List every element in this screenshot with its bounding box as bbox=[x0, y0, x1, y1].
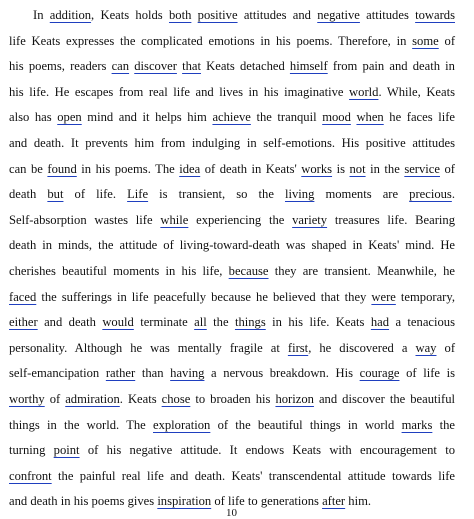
text-run: death bbox=[9, 187, 48, 202]
underlined-word: not bbox=[349, 161, 366, 176]
underlined-word: some bbox=[412, 33, 439, 48]
underlined-word: faced bbox=[9, 289, 37, 304]
text-line bbox=[9, 54, 455, 80]
underlined-word: while bbox=[160, 212, 189, 227]
text-line bbox=[9, 29, 455, 55]
underlined-word: were bbox=[371, 289, 396, 304]
underlined-word: when bbox=[356, 110, 384, 125]
text-line bbox=[9, 336, 455, 362]
text-line bbox=[9, 259, 455, 285]
text-run: from pain and death in bbox=[327, 59, 455, 74]
text-line bbox=[9, 310, 455, 336]
underlined-word: negative bbox=[317, 8, 360, 22]
underlined-word: service bbox=[404, 161, 440, 176]
text-run: of bbox=[438, 33, 456, 48]
underlined-word: Life bbox=[127, 187, 149, 202]
text-run: Keats detached bbox=[200, 59, 290, 74]
underlined-word: courage bbox=[359, 366, 400, 381]
text-run: in his life. Keats bbox=[265, 315, 371, 330]
underlined-word: idea bbox=[179, 161, 201, 176]
underlined-word: marks bbox=[401, 417, 433, 432]
underlined-word: discover bbox=[134, 59, 177, 74]
text-line bbox=[9, 131, 455, 157]
text-run: and death bbox=[37, 315, 103, 330]
text-run: things in the world. The bbox=[9, 417, 153, 432]
text-run: mind and it helps him bbox=[81, 110, 213, 125]
underlined-word: either bbox=[9, 315, 38, 330]
text-run: of life. bbox=[63, 187, 128, 202]
underlined-word: achieve bbox=[212, 110, 251, 125]
underlined-word: mood bbox=[322, 110, 351, 125]
text-run: moments are bbox=[314, 187, 410, 202]
text-run: Self-absorption wastes life bbox=[9, 212, 161, 227]
text-line bbox=[9, 3, 455, 29]
text-line bbox=[9, 285, 455, 311]
text-run: personality. Although he was mentally fragile at bbox=[9, 340, 288, 355]
underlined-word: towards bbox=[415, 8, 455, 22]
text-run: the tranquil bbox=[250, 110, 323, 125]
text-run: of the beautiful things in world bbox=[210, 417, 402, 432]
underlined-word: that bbox=[182, 59, 201, 74]
underlined-word: point bbox=[53, 443, 80, 458]
text-line bbox=[9, 157, 455, 183]
underlined-word: confront bbox=[9, 468, 52, 483]
text-run: of death in Keats' bbox=[200, 161, 302, 176]
text-run: of bbox=[44, 391, 66, 406]
underlined-word: having bbox=[170, 366, 205, 381]
text-run: can be bbox=[9, 161, 48, 176]
underlined-word: both bbox=[168, 8, 192, 22]
underlined-word: way bbox=[415, 340, 437, 355]
underlined-word: horizon bbox=[275, 391, 314, 406]
underlined-word: positive bbox=[197, 8, 238, 22]
text-run: , Keats holds bbox=[91, 8, 169, 22]
underlined-word: precious bbox=[409, 187, 452, 202]
underlined-word: can bbox=[111, 59, 130, 74]
underlined-word: had bbox=[370, 315, 390, 330]
text-run: they are transient. Meanwhile, he bbox=[268, 263, 455, 278]
text-run: the bbox=[206, 315, 235, 330]
text-line bbox=[9, 464, 455, 490]
underlined-word: things bbox=[234, 315, 266, 330]
underlined-word: would bbox=[102, 315, 134, 330]
text-run: to broaden his bbox=[190, 391, 276, 406]
underlined-word: inspiration bbox=[157, 494, 212, 509]
document-body bbox=[9, 3, 455, 515]
text-line bbox=[9, 413, 455, 439]
text-run: him. bbox=[345, 494, 372, 509]
text-line bbox=[9, 182, 455, 208]
text-run: his poems, readers bbox=[9, 59, 112, 74]
underlined-word: living bbox=[284, 187, 315, 202]
text-run: the painful real life and death. Keats' transcendental attitude towards life bbox=[51, 468, 455, 483]
text-run: of his negative attitude. It endows Keats with encouragement to bbox=[79, 443, 455, 458]
text-run: self-emancipation bbox=[9, 366, 106, 381]
text-run: the sufferings in life peacefully because he believed that they bbox=[36, 289, 372, 304]
page-number: 10 bbox=[226, 507, 237, 519]
text-run: experiencing the bbox=[188, 212, 293, 227]
underlined-word: addition bbox=[49, 8, 92, 22]
text-run: in the bbox=[365, 161, 405, 176]
text-line bbox=[9, 387, 455, 413]
underlined-word: exploration bbox=[153, 417, 211, 432]
text-run: cherishes beautiful moments in his life, bbox=[9, 263, 229, 278]
text-run: than bbox=[135, 366, 171, 381]
text-run: terminate bbox=[133, 315, 195, 330]
text-run: . While, Keats bbox=[378, 84, 455, 99]
text-run: his life. He escapes from real life and lives in his imaginative bbox=[9, 84, 350, 99]
underlined-word: all bbox=[194, 315, 207, 330]
underlined-word: rather bbox=[105, 366, 136, 381]
underlined-word: admiration bbox=[65, 391, 120, 406]
text-run: a tenacious bbox=[389, 315, 455, 330]
underlined-word: himself bbox=[289, 59, 328, 74]
text-run: of life is bbox=[399, 366, 456, 381]
text-line bbox=[9, 233, 455, 259]
text-line bbox=[9, 361, 455, 387]
text-run: of bbox=[439, 161, 455, 176]
underlined-word: first bbox=[287, 340, 309, 355]
text-run: temporary, bbox=[395, 289, 455, 304]
text-run: . Keats bbox=[119, 391, 162, 406]
text-run: In bbox=[33, 8, 50, 22]
text-run: the bbox=[432, 417, 455, 432]
text-run: and death. It prevents him from indulging in self-emotions. His positive attitudes bbox=[9, 135, 455, 150]
text-line bbox=[9, 105, 455, 131]
text-line bbox=[9, 80, 455, 106]
underlined-word: chose bbox=[161, 391, 191, 406]
underlined-word: worthy bbox=[9, 391, 45, 406]
text-run: attitudes and bbox=[237, 8, 318, 22]
text-run: also has bbox=[9, 110, 58, 125]
underlined-word: but bbox=[47, 187, 64, 202]
text-run: , he discovered a bbox=[308, 340, 416, 355]
underlined-word: works bbox=[301, 161, 333, 176]
underlined-word: after bbox=[322, 494, 346, 509]
underlined-word: open bbox=[57, 110, 82, 125]
text-run: treasures life. Bearing bbox=[327, 212, 455, 227]
underlined-word: variety bbox=[292, 212, 328, 227]
underlined-word: found bbox=[47, 161, 77, 176]
text-run: is transient, so the bbox=[148, 187, 285, 202]
underlined-word: world bbox=[349, 84, 379, 99]
text-run: of life to generations bbox=[211, 494, 323, 509]
text-run: death in minds, the attitude of living-toward-death was shaped in Keats' mind. He bbox=[9, 238, 455, 253]
text-run: he faces life bbox=[383, 110, 455, 125]
text-line bbox=[9, 438, 455, 464]
text-run: attitudes bbox=[359, 8, 416, 22]
text-run: . bbox=[451, 187, 455, 202]
text-run: and discover the beautiful bbox=[313, 391, 455, 406]
text-run: in his poems. The bbox=[76, 161, 180, 176]
text-run: of bbox=[436, 340, 456, 355]
text-run: a nervous breakdown. His bbox=[204, 366, 360, 381]
text-run: and death in his poems gives bbox=[9, 494, 158, 509]
underlined-word: because bbox=[228, 263, 269, 278]
text-run: life Keats expresses the complicated emotions in his poems. Therefore, in bbox=[9, 33, 413, 48]
text-line bbox=[9, 208, 455, 234]
text-run: is bbox=[332, 161, 350, 176]
text-run: turning bbox=[9, 443, 54, 458]
